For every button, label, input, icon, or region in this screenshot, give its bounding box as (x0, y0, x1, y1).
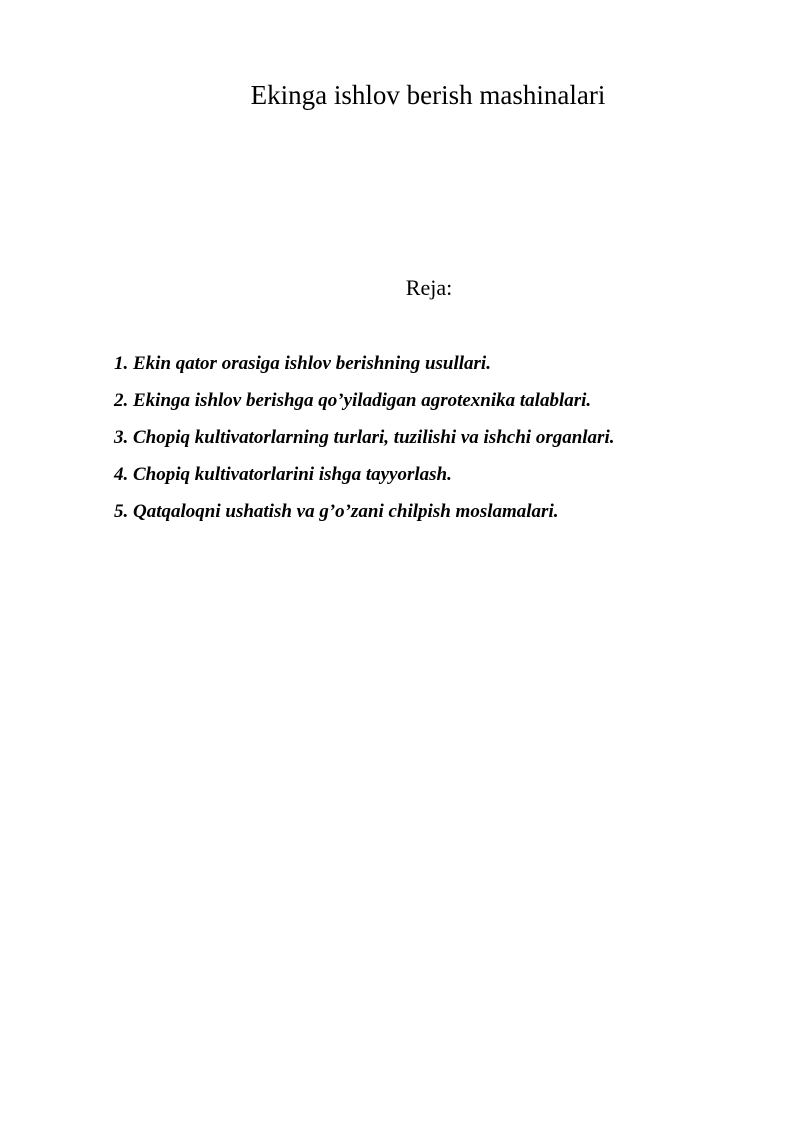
plan-item-4: 4. Chopiq kultivatorlarini ishga tayyorlash. (114, 464, 452, 485)
plan-item-3: 3. Chopiq kultivatorlarning turlari, tuzilishi va ishchi organlari. (114, 427, 615, 448)
plan-list (114, 345, 754, 530)
plan-heading: Reja: (405, 275, 453, 300)
plan-item-1: 1. Ekin qator orasiga ishlov berishning usullari. (114, 353, 491, 374)
plan-item-2: 2. Ekinga ishlov berishga qo’yiladigan agrotexnika talablari. (114, 390, 592, 411)
plan-item-5: 5. Qatqaloqni ushatish va g’o’zani chilpish moslamalari. (114, 501, 559, 522)
page-title: Ekinga ishlov berish mashinalari (250, 80, 606, 110)
